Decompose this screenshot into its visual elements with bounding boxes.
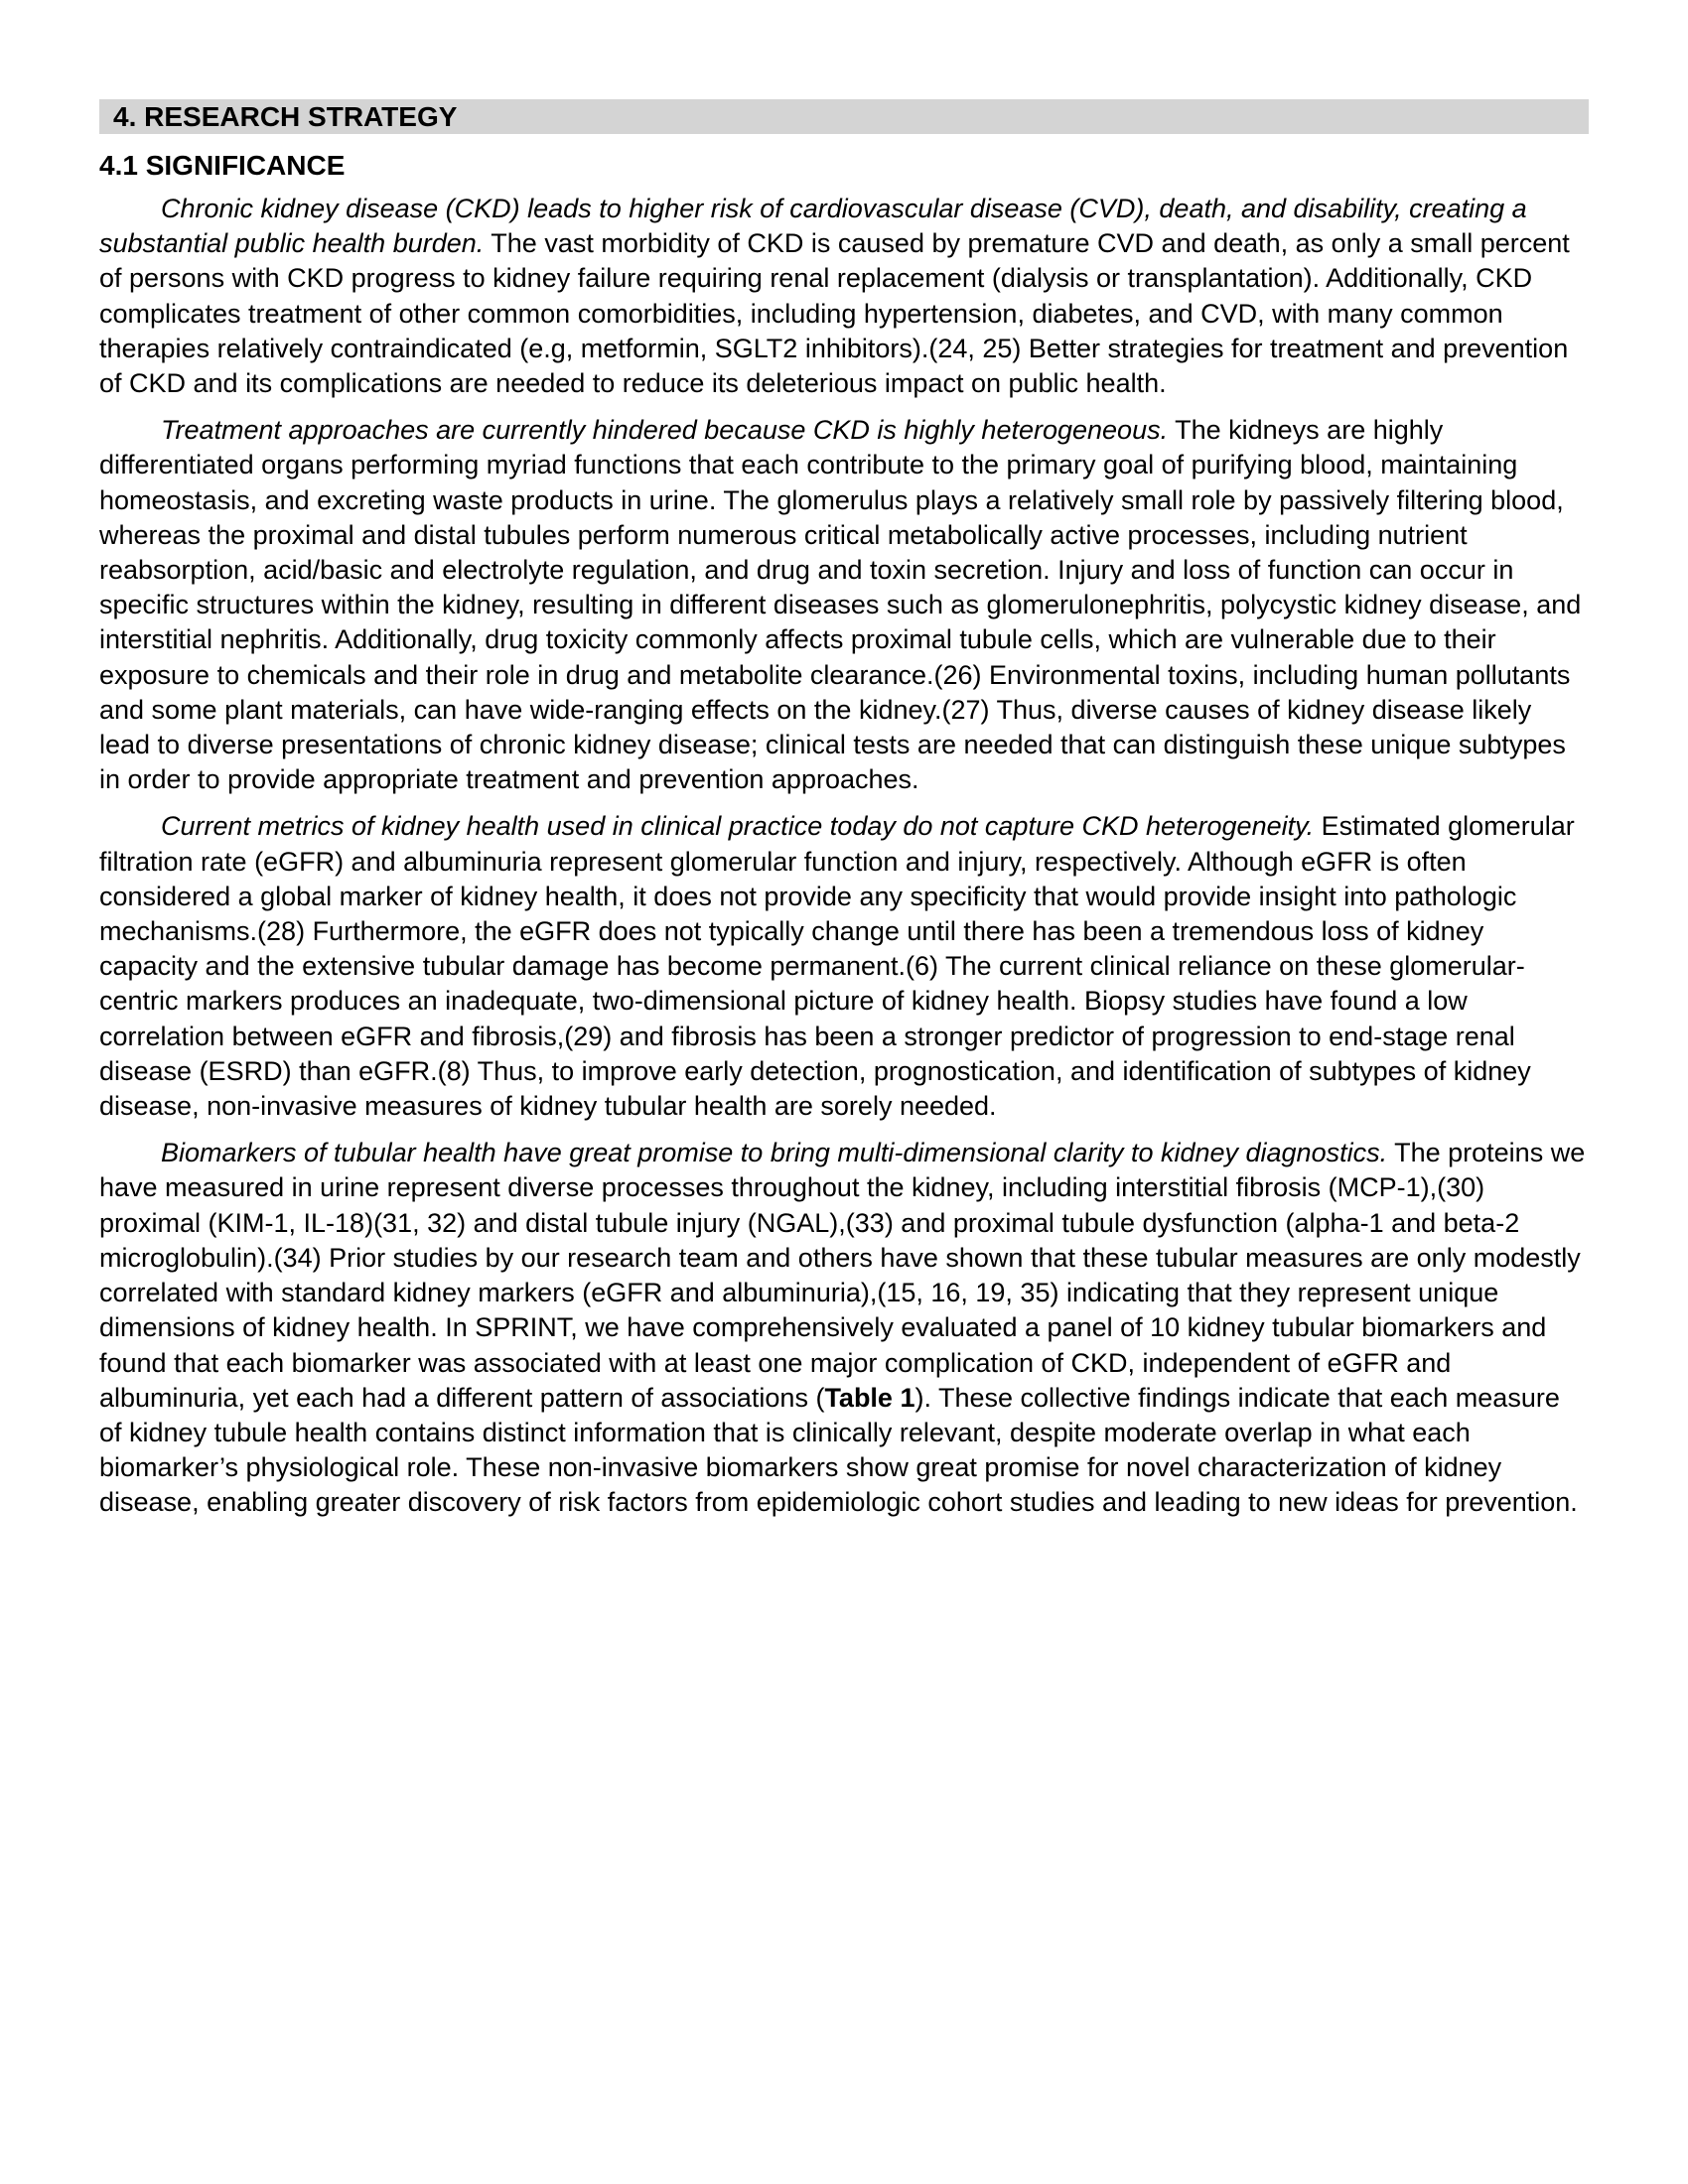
paragraph-biomarkers — [99, 1136, 1589, 1520]
paragraph-lead: Chronic kidney disease (CKD) leads to higher risk of cardiovascular disease (CVD), death, and disability, creating a substantial public health burden. — [99, 194, 1527, 259]
paragraph-body: The proteins we have measured in urine represent diverse processes throughout the kidney, including interstitial fibrosis (MCP-1),(30) proximal (KIM-1, IL-18)(31, 32) and distal tubule injury (NGAL),(33) and proximal tubule dysfunction (alpha-1 and beta-2 microglobulin).(34) Prior studies by our research team and others have shown that these tubular measures are only modestly correlated with standard kidney markers (eGFR and albuminuria),(15, 16, 19, 35) indicating that they represent unique dimensions of kidney health. In SPRINT, we have comprehensively evaluated a panel of 10 kidney tubular biomarkers and found that each biomarker was associated with at least one major complication of CKD, independent of eGFR and albuminuria, yet each had a different pattern of associations ( — [99, 1138, 1586, 1413]
table-reference: Table 1 — [824, 1382, 915, 1413]
paragraph-body: The vast morbidity of CKD is caused by premature CVD and death, as only a small percent of persons with CKD progress to kidney failure requiring renal replacement (dialysis or transplantation). Additionally, CKD complicates treatment of other common comorbidities, including hypertension, diabetes, and CVD, with many common therapies relatively contraindicated (e.g, metformin, SGLT2 inhibitors).(24, 25) Better strategies for treatment and prevention of CKD and its complications are needed to reduce its deleterious impact on public health. — [99, 228, 1570, 399]
paragraph-lead: Biomarkers of tubular health have great promise to bring multi-dimensional clarity to kidney diagnostics. — [161, 1138, 1388, 1168]
subsection-heading: 4.1 SIGNIFICANCE — [99, 150, 346, 181]
paragraph-lead: Treatment approaches are currently hindered because CKD is highly heterogeneous. — [161, 415, 1169, 446]
paragraph-current-metrics — [99, 809, 1589, 1124]
section-heading: 4. RESEARCH STRATEGY — [99, 99, 1589, 134]
paragraph-body: The kidneys are highly differentiated organs performing myriad functions that each contribute to the primary goal of purifying blood, maintaining homeostasis, and excreting waste products in urine. The glomerulus plays a relatively small role by passively filtering blood, whereas the proximal and distal tubules perform numerous critical metabolically active processes, including nutrient reabsorption, acid/basic and electrolyte regulation, and drug and toxin secretion. Injury and loss of function can occur in specific structures within the kidney, resulting in different diseases such as glomerulonephritis, polycystic kidney disease, and interstitial nephritis. Additionally, drug toxicity commonly affects proximal tubule cells, which are vulnerable due to their exposure to chemicals and their role in drug and metabolite clearance.(26) Environmental toxins, including human pollutants and some plant materials, can have wide-ranging effects on the kidney.(27) Thus, diverse causes of kidney disease likely lead to diverse presentations of chronic kidney disease; clinical tests are needed that can distinguish these unique subtypes in order to provide appropriate treatment and prevention approaches. — [99, 415, 1582, 795]
paragraph-body: Estimated glomerular filtration rate (eGFR) and albuminuria represent glomerular function and injury, respectively. Although eGFR is often considered a global marker of kidney health, it does not provide any specificity that would provide insight into pathologic mechanisms.(28) Furthermore, the eGFR does not typically change until there has been a tremendous loss of kidney capacity and the extensive tubular damage has become permanent.(6) The current clinical reliance on these glomerular-centric markers produces an inadequate, two-dimensional picture of kidney health. Biopsy studies have found a low correlation between eGFR and fibrosis,(29) and fibrosis has been a stronger predictor of progression to end-stage renal disease (ESRD) than eGFR.(8) Thus, to improve early detection, prognostication, and identification of subtypes of kidney disease, non-invasive measures of kidney tubular health are sorely needed. — [99, 811, 1575, 1122]
paragraph-lead: Current metrics of kidney health used in clinical practice today do not capture CKD heterogeneity. — [161, 811, 1315, 842]
paragraph-body-tail: ). These collective findings indicate that each measure of kidney tubule health contains distinct information that is clinically relevant, despite moderate overlap in what each biomarker’s physiological role. These non-invasive biomarkers show great promise for novel characterization of kidney disease, enabling greater discovery of risk factors from epidemiologic cohort studies and leading to new ideas for prevention. — [99, 1382, 1578, 1518]
paragraph-ckd-burden — [99, 192, 1589, 401]
paragraph-heterogeneity — [99, 413, 1589, 797]
